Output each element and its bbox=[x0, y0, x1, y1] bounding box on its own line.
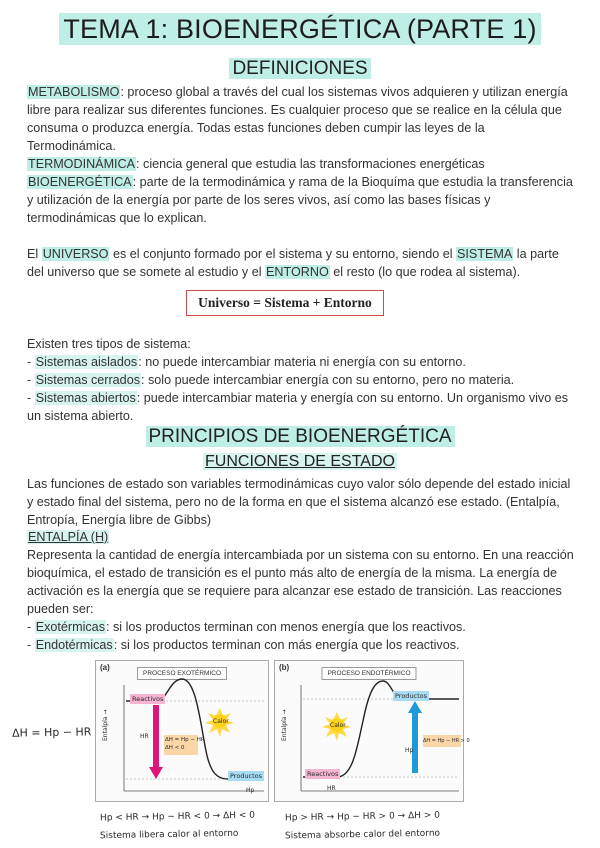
diagram-a-delta: ΔH = Hp − HR bbox=[165, 737, 205, 743]
sistemas-cerrados-term: Sistemas cerrados bbox=[35, 373, 140, 387]
sistemas-abiertos-term: Sistemas abiertos bbox=[35, 391, 136, 405]
diagram-b-hr: HR bbox=[327, 785, 336, 792]
universe-equation-box: Universo = Sistema + Entorno bbox=[186, 290, 384, 316]
diagram-a-label: (a) bbox=[100, 663, 110, 672]
funciones-estado-heading: FUNCIONES DE ESTADO bbox=[205, 453, 395, 470]
endothermic-note-2: Sistema absorbe calor del entorno bbox=[284, 828, 441, 842]
exothermic-diagram bbox=[95, 660, 269, 802]
diagram-b-hp: Hp bbox=[405, 747, 414, 754]
principios-heading: PRINCIPIOS DE BIOENERGÉTICA bbox=[0, 426, 600, 448]
metabolismo-term: METABOLISMO bbox=[28, 85, 120, 99]
entorno-term: ENTORNO bbox=[266, 265, 329, 279]
entalpia-text: Representa la cantidad de energía intercambiada por un sistema con su entorno. En una reacción bioquímica, el estado de transición es el punto más alto de energía de la misma. La energía de activación es la energía que se requiere para alcanzar ese estado de transición. Las reacciones pueden ser: bbox=[27, 548, 574, 616]
diagram-a-yaxis: Entalpía → bbox=[102, 709, 109, 741]
definiciones-heading: DEFINICIONES bbox=[0, 58, 600, 80]
universo-paragraph: El UNIVERSO es el conjunto formado por el sistema y su entorno, siendo el SISTEMA la parte del universo que se somete al estudio y el ENTORNO el resto (lo que rodea al sistema). bbox=[27, 247, 559, 279]
bioenergetica-text: : parte de la termodinámica y rama de la Bioquíma que estudia la transferencia y utilización de la energía por parte de los seres vivos, así como las bases físicas y termodinámicas que lo explican. bbox=[27, 175, 573, 225]
sistema-term: SISTEMA bbox=[457, 247, 513, 261]
diagram-b-label: (b) bbox=[279, 663, 290, 672]
diagram-b-title: PROCESO ENDOTÉRMICO bbox=[321, 667, 416, 680]
entalpia-section: ENTALPÍA (H) Representa la cantidad de energía intercambiada por un sistema con su entorno. En una reacción bioquímica, el estado de transición es el punto más alto de energía de la misma. La energía de activación es la energía que se requiere para alcanzar ese estado de transición. Las reacciones pueden ser: - Exotérmicas: si los productos terminan con menos energía que los reactivos. - Endotérmicas: si los productos terminan con más energía que los reactivos. bbox=[27, 530, 574, 652]
page-title: TEMA 1: BIOENERGÉTICA (PARTE 1) bbox=[0, 14, 600, 45]
diagram-a-calor: Calor bbox=[213, 718, 229, 725]
endothermic-plot bbox=[275, 661, 463, 801]
endotermicas-term: Endotérmicas bbox=[35, 638, 113, 652]
diagram-b-reactivos: Reactivos bbox=[307, 770, 339, 778]
diagram-a-delta2: ΔH < 0 bbox=[165, 745, 185, 751]
definiciones-paragraph bbox=[27, 83, 575, 227]
diagram-a-hr: HR bbox=[140, 733, 149, 740]
exotermicas-term: Exotérmicas bbox=[35, 620, 105, 634]
endothermic-diagram bbox=[274, 660, 470, 802]
handwritten-delta-h: ΔH = Hp − HR bbox=[11, 725, 92, 740]
diagram-b-calor: Calor bbox=[330, 722, 346, 729]
sistemas-paragraph: Existen tres tipos de sistema: - Sistemas aislados: no puede intercambiar materia ni energía con su entorno. - Sistemas cerrados: solo puede intercambiar energía con su entorno, pero no materia. - Sistemas abiertos: puede intercambiar materia y energía con su entorno. Un organismo vivo es un sistema abierto. bbox=[27, 337, 569, 423]
diagram-a-productos: Productos bbox=[230, 772, 263, 780]
metabolismo-text: : proceso global a través del cual los sistemas vivos adquieren y utilizan energía libre para realizar sus diferentes funciones. Es cualquier proceso que se realice en la célula que consuma o produzca energía. Todas estas funciones deben cumpir las leyes de la Termodinámica. bbox=[27, 85, 568, 153]
diagram-b-yaxis: Entalpía → bbox=[281, 709, 288, 741]
funciones-estado-paragraph: Las funciones de estado son variables termodinámicas cuyo valor sólo depende del estado inicial y estado final del sistema, pero no de la forma en que el sistema alcanzó ese estado. (Entalpía, Entropía, Energía libre de Gibbs) bbox=[27, 477, 571, 527]
sistemas-intro: Existen tres tipos de sistema: bbox=[27, 337, 191, 351]
termodinamica-text: : ciencia general que estudia las transformaciones energéticas bbox=[136, 157, 485, 171]
diagram-b-productos: Productos bbox=[395, 692, 428, 700]
sistemas-aislados-term: Sistemas aislados bbox=[35, 355, 138, 369]
entalpia-heading: ENTALPÍA (H) bbox=[28, 530, 109, 544]
diagram-b-delta: ΔH = Hp − HR > 0 bbox=[423, 738, 470, 744]
endothermic-note-1: Hp > HR → Hp − HR > 0 → ΔH > 0 bbox=[284, 810, 441, 824]
termodinamica-term: TERMODINÁMICA bbox=[28, 157, 136, 171]
diagram-a-hp: Hp bbox=[246, 787, 255, 794]
universo-term: UNIVERSO bbox=[42, 247, 109, 261]
diagram-a-reactivos: Reactivos bbox=[132, 695, 164, 703]
diagram-a-title: PROCESO EXOTÉRMICO bbox=[137, 667, 227, 680]
exothermic-note-1: Hp < HR → Hp − HR < 0 → ΔH < 0 bbox=[99, 810, 256, 824]
bioenergetica-term: BIOENERGÉTICA bbox=[28, 175, 132, 189]
exothermic-note-2: Sistema libera calor al entorno bbox=[99, 828, 239, 842]
